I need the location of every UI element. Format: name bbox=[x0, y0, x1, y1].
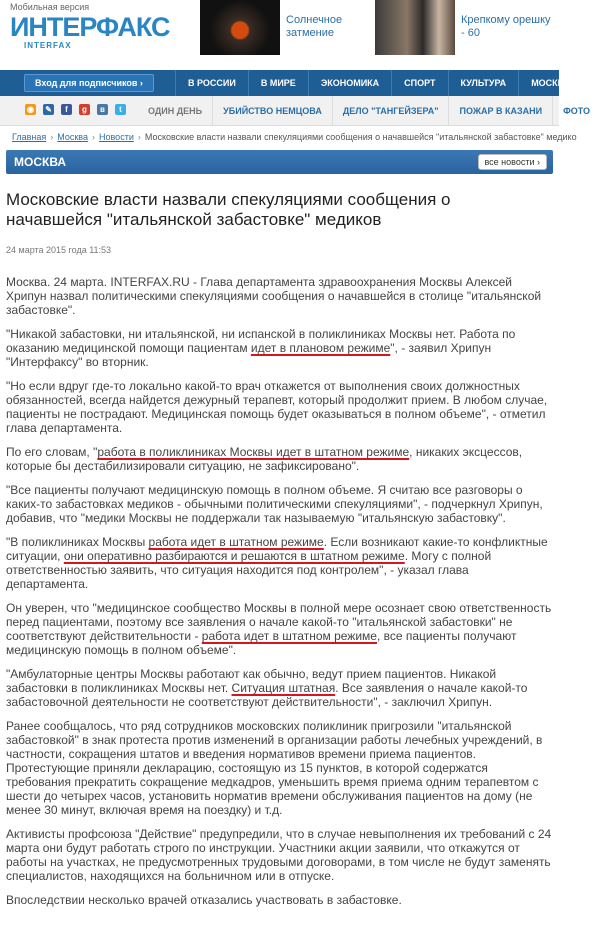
paragraph: "Амбулаторные центры Москвы работают как обычно, ведут прием пациентов. Никакой забастовки в поликлиниках Москвы нет. Ситуация штатная. Все заявления о начале какой-то забастовочной деятельности не соответствуют действительности", - заключил Хрипун. bbox=[6, 667, 528, 709]
tags-list bbox=[148, 96, 600, 126]
promo-die-hard[interactable] bbox=[375, 0, 551, 55]
livejournal-icon[interactable]: ✎ bbox=[43, 104, 54, 115]
paragraph: "В поликлиниках Москвы работа идет в штатном режиме. Если возникают какие-то конфликтные ситуации, они оперативно разбираются и решаются в штатном режиме. Могу с полной ответственностью заявить, что ситуация находится под контролем", - указал глава департамента. bbox=[6, 535, 548, 591]
vk-icon[interactable]: в bbox=[97, 104, 108, 115]
mobile-version-label[interactable]: Мобильная версия bbox=[10, 2, 90, 12]
highlighted-phrase: работа идет в штатном режиме bbox=[148, 535, 324, 549]
tag-tannhauser[interactable]: ДЕЛО "ТАНГЕЙЗЕРА" bbox=[332, 96, 449, 126]
rss-icon[interactable]: ◉ bbox=[25, 104, 36, 115]
die-hard-image bbox=[375, 0, 455, 55]
subscriber-login-button[interactable]: Вход для подписчиков › bbox=[24, 74, 154, 92]
nav-item-world[interactable]: В МИРЕ bbox=[248, 70, 308, 96]
breadcrumb: Главная › Москва › Новости › Московские власти назвали спекуляциями сообщения о начавшейся "итальянской забастовке" медико bbox=[12, 132, 577, 142]
tags-bar bbox=[0, 96, 591, 126]
eclipse-image bbox=[200, 0, 280, 55]
section-header bbox=[6, 150, 553, 174]
tag-nemtsov[interactable]: УБИЙСТВО НЕМЦОВА bbox=[212, 96, 332, 126]
breadcrumb-home[interactable]: Главная bbox=[12, 132, 47, 142]
paragraph: Он уверен, что "медицинское сообщество Москвы в полной мере осознает свою ответственность перед пациентами, поэтому все заявления о начале какой-то "итальянской забастовки" не соответствуют действительности - работа идет в штатном режиме, все пациенты получают медицинскую помощь в полном объеме". bbox=[6, 601, 552, 657]
breadcrumb-news[interactable]: Новости bbox=[99, 132, 134, 142]
paragraph: Ранее сообщалось, что ряд сотрудников московских поликлиник пригрозили "итальянской забастовкой" в знак протеста против изменений в организации работы лечебных учреждений, в частности, сокращения штатов и введения нормативов времени приема пациентов. Протестующие приняли декларацию, состоящую из 15 пунктов, в которой содержатся требования прекратить сокращение медкадров, уменьшить время приема одним терапевтом с шести до четырех часов, установить норматив времени обслуживания пациентов на дому (не менее 30 минут, включая время на поездку) и т.д. bbox=[6, 719, 543, 817]
twitter-icon[interactable]: t bbox=[115, 104, 126, 115]
tag-photo[interactable]: ФОТО bbox=[552, 96, 600, 126]
nav-item-economy[interactable]: ЭКОНОМИКА bbox=[308, 70, 391, 96]
interfax-logo[interactable] bbox=[10, 13, 170, 50]
social-icons bbox=[25, 104, 133, 115]
nav-item-russia[interactable]: В РОССИИ bbox=[175, 70, 248, 96]
paragraph: Активисты профсоюза "Действие" предупредили, что в случае невыполнения их требований с 24 марта они будут работать строго по инструкции. Участники акции заявили, что откажутся от работы на участках, не предусмотренных трудовыми договорами, в том числе не будут заменять специалистов, находящихся на больничном или в отпуске. bbox=[6, 827, 552, 883]
highlighted-phrase: Ситуация штатная bbox=[231, 681, 336, 695]
logo-subtitle: INTERFAX bbox=[24, 41, 72, 50]
highlighted-phrase: работа в поликлиниках Москвы идет в штатном режиме bbox=[97, 445, 410, 459]
tag-one-day[interactable]: ОДИН ДЕНЬ bbox=[148, 106, 203, 116]
article-body bbox=[6, 275, 554, 917]
article-headline: Московские власти назвали спекуляциями сообщения о начавшейся "итальянской забастовке" медиков bbox=[6, 190, 451, 229]
highlighted-phrase: идет в плановом режиме bbox=[250, 341, 391, 355]
site-header bbox=[0, 0, 559, 70]
promo-eclipse[interactable] bbox=[200, 0, 356, 55]
section-title[interactable]: МОСКВА bbox=[14, 155, 67, 169]
promo-eclipse-text: Солнечное затмение bbox=[286, 14, 343, 39]
nav-item-culture[interactable]: КУЛЬТУРА bbox=[448, 70, 519, 96]
logo-wordmark: ИНТЕРФАКС bbox=[10, 12, 170, 42]
promo-die-hard-text: Крепкому орешку - 60 bbox=[461, 14, 551, 39]
paragraph: "Никакой забастовки, ни итальянской, ни испанской в поликлиниках Москвы нет. Работа по оказанию медицинской помощи пациентам идет в плановом режиме", - заявил Хрипун "Интерфаксу" во вторник. bbox=[6, 327, 516, 369]
nav-menu bbox=[175, 70, 582, 96]
paragraph: "Все пациенты получают медицинскую помощь в полном объеме. Я считаю все разговоры о каких-то забастовках медиков - обычными политическими спекуляциями", - подчеркнул Хрипун, добавив, что "медики Москвы не поддержали так называемую "итальянскую забастовку". bbox=[6, 483, 543, 525]
breadcrumb-current: Московские власти назвали спекуляциями сообщения о начавшейся "итальянской забастовке" медико bbox=[144, 132, 577, 142]
highlighted-phrase: работа идет в штатном режиме bbox=[201, 629, 377, 643]
paragraph: "Но если вдруг где-то локально какой-то врач откажется от выполнения своих должностных обязанностей, всегда найдется дежурный терапевт, который продолжит прием. В любом случае, пациенты не пострадают. Медицинская помощь будет оказываться в полном объеме", - отметил глава департамента. bbox=[6, 379, 548, 435]
paragraph: Впоследствии несколько врачей отказались участвовать в забастовке. bbox=[6, 893, 402, 907]
nav-item-sport[interactable]: СПОРТ bbox=[391, 70, 447, 96]
nav-item-moscow[interactable]: МОСКВА bbox=[518, 70, 582, 96]
paragraph: По его словам, "работа в поликлиниках Москвы идет в штатном режиме, никаких эксцессов, которые бы дестабилизировали ситуацию, не зафиксировано". bbox=[6, 445, 523, 473]
googleplus-icon[interactable]: g bbox=[79, 104, 90, 115]
paragraph: Москва. 24 марта. INTERFAX.RU - Глава департамента здравоохранения Москвы Алексей Хрипун назвал политическими спекуляциями сообщения о начавшейся в столице "итальянской забастовке". bbox=[6, 275, 542, 317]
main-navigation bbox=[0, 70, 571, 96]
highlighted-phrase: они оперативно разбираются и решаются в штатном режиме bbox=[63, 549, 405, 563]
facebook-icon[interactable]: f bbox=[61, 104, 72, 115]
tag-kazan-fire[interactable]: ПОЖАР В КАЗАНИ bbox=[448, 96, 552, 126]
all-news-button[interactable]: все новости › bbox=[478, 154, 548, 170]
breadcrumb-moscow[interactable]: Москва bbox=[57, 132, 88, 142]
article-date: 24 марта 2015 года 11:53 bbox=[6, 245, 112, 255]
